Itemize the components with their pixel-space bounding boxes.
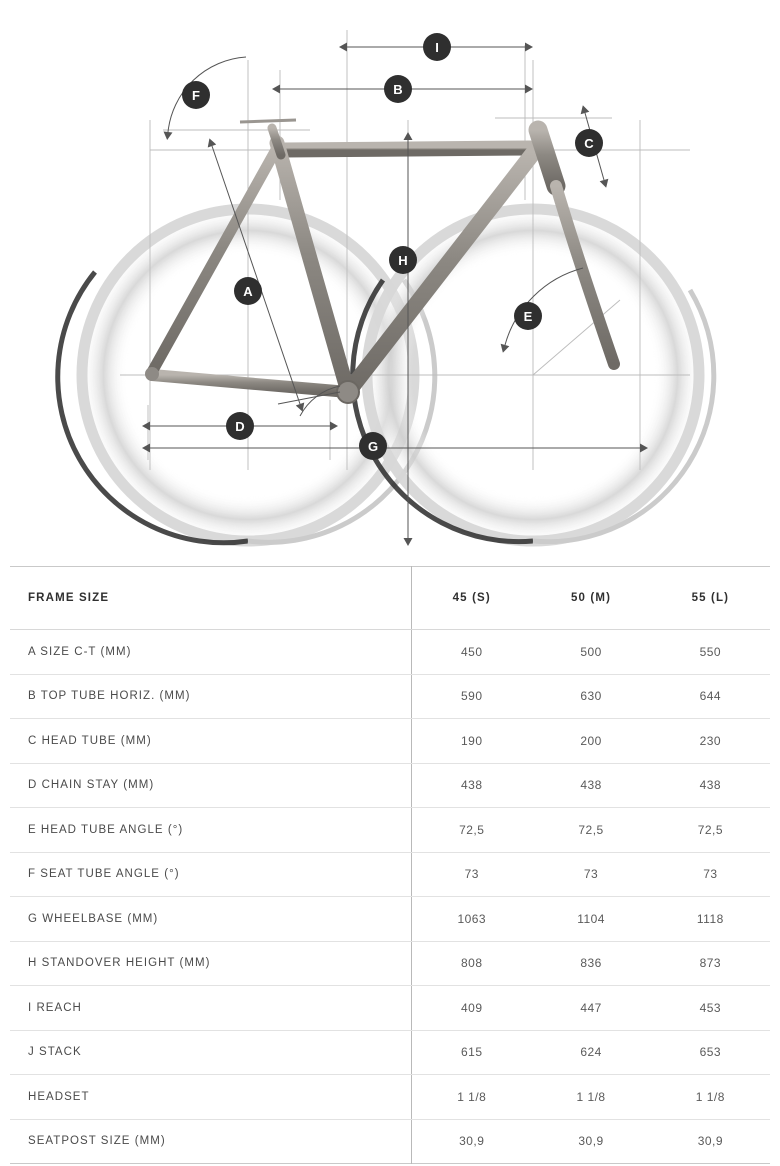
cell-value: 1118	[651, 897, 770, 942]
cell-value: 190	[412, 719, 532, 764]
row-label: I REACH	[10, 986, 412, 1031]
cell-value: 72,5	[651, 808, 770, 853]
svg-text:A: A	[243, 284, 253, 299]
cell-value: 500	[531, 630, 650, 675]
cell-value: 30,9	[697, 1134, 723, 1149]
cell-value: 409	[412, 986, 532, 1031]
table-row	[10, 763, 770, 808]
table-row	[10, 941, 770, 986]
table-row	[10, 986, 770, 1031]
cell-value: 630	[531, 674, 650, 719]
cell-value: 72,5	[412, 808, 532, 853]
cell-value: 1104	[531, 897, 650, 942]
row-label: B TOP TUBE HORIZ. (MM)	[10, 674, 412, 719]
cell-value: 624	[531, 1030, 650, 1075]
table-row	[10, 808, 770, 853]
row-label: F SEAT TUBE ANGLE (°)	[10, 852, 412, 897]
cell-value: 438	[531, 763, 650, 808]
cell-value: 836	[531, 941, 650, 986]
row-label: HEADSET	[10, 1075, 412, 1120]
callout-g	[359, 432, 387, 460]
cell-value: 73	[651, 852, 770, 897]
row-label: J STACK	[10, 1030, 412, 1075]
table-row	[10, 1030, 770, 1075]
cell-value: 450	[412, 630, 532, 675]
svg-text:H: H	[398, 253, 408, 268]
cell-value: 644	[651, 674, 770, 719]
header-size-m: 50 (M)	[531, 567, 650, 630]
row-label: G WHEELBASE (MM)	[10, 897, 412, 942]
table-row	[10, 674, 770, 719]
cell-value: 200	[531, 719, 650, 764]
cell-value: 72,5	[531, 808, 650, 853]
table-row	[10, 630, 770, 675]
callout-i	[423, 33, 451, 61]
cell-value: 615	[412, 1030, 532, 1075]
cell-value: 808	[412, 941, 532, 986]
cell-value: 453	[651, 986, 770, 1031]
header-size-l: 55 (L)	[651, 567, 770, 630]
row-label: C HEAD TUBE (MM)	[10, 719, 412, 764]
cell-value: 73	[531, 852, 650, 897]
row-label: H STANDOVER HEIGHT (MM)	[10, 941, 412, 986]
callout-c	[575, 129, 603, 157]
cell-value: 1 1/8	[651, 1075, 770, 1120]
cell-value: 438	[412, 763, 532, 808]
table-row	[10, 719, 770, 764]
svg-text:F: F	[192, 88, 200, 103]
cell-value: 653	[651, 1030, 770, 1075]
cell-value: 550	[651, 630, 770, 675]
cell-value: 1063	[412, 897, 532, 942]
bike-geometry-diagram	[0, 0, 780, 552]
cell-value: 1 1/8	[412, 1075, 532, 1120]
svg-text:B: B	[393, 82, 403, 97]
cell-value: 873	[651, 941, 770, 986]
table-row	[10, 897, 770, 942]
svg-text:G: G	[367, 439, 379, 454]
callout-h	[389, 246, 417, 274]
callout-b	[384, 75, 412, 103]
row-label: SEATPOST SIZE (MM)	[28, 1135, 166, 1148]
cell-value: 447	[531, 986, 650, 1031]
header-size-s: 45 (S)	[412, 567, 532, 630]
header-frame-size: FRAME SIZE	[10, 567, 412, 630]
svg-text:E: E	[523, 309, 533, 324]
frame-geometry-table	[10, 566, 770, 1164]
callout-d	[226, 412, 254, 440]
callout-e	[514, 302, 542, 330]
table-row	[10, 1119, 770, 1164]
svg-text:C: C	[584, 136, 594, 151]
cell-value: 30,9	[578, 1134, 604, 1149]
callout-f	[182, 81, 210, 109]
cell-value: 230	[651, 719, 770, 764]
cell-value: 1 1/8	[531, 1075, 650, 1120]
table-header-row	[10, 567, 770, 630]
cell-value: 590	[412, 674, 532, 719]
row-label: E HEAD TUBE ANGLE (°)	[10, 808, 412, 853]
row-label: D CHAIN STAY (MM)	[10, 763, 412, 808]
table-row	[10, 1075, 770, 1120]
svg-text:D: D	[235, 419, 245, 434]
cell-value: 438	[651, 763, 770, 808]
cell-value: 73	[412, 852, 532, 897]
row-label: A SIZE C-T (MM)	[10, 630, 412, 675]
table-row	[10, 852, 770, 897]
callout-a	[234, 277, 262, 305]
svg-text:I: I	[435, 40, 439, 55]
cell-value: 30,9	[412, 1119, 532, 1164]
